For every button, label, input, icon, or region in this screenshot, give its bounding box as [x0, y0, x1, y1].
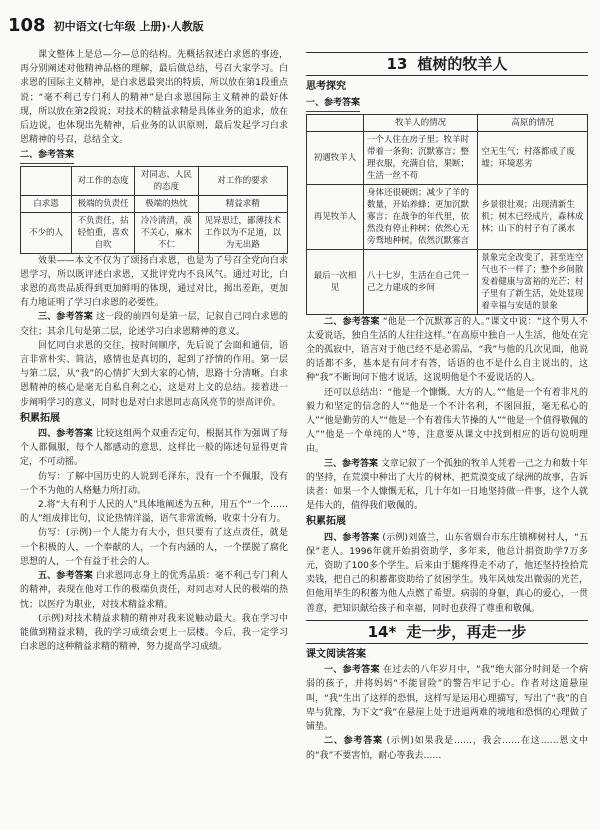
k2-text: (示例)如果我是……，我会……在这……恩文中的“我”不要害怕，耐心等我去…… — [306, 736, 588, 761]
right-section-4-text: (示例)刘盛兰，山东省烟台市东庄镇柳树村人，“五保”老人。1996年就开始捐资助学，多年来，他总计捐资助学7万多元，资助了100多个学生。后来由于腿疼得走不动了，他还坚持捡拾荒卖钱，把自己的积蓄都资助给了贫困学生。残年风烛发出微弱的光芒，但他用毕生的积蓄为他人点燃了希望。病弱的身躯，真心的爱心，一贯善意，把知识献给孩子和幸福，同时也获得了尊重和敬佩。 — [306, 532, 588, 614]
table-row — [21, 212, 288, 253]
table-cell: 再见牧羊人 — [307, 184, 364, 249]
intro-paragraph: 课文整体上是总—分—总的结构。先概括叙述白求恩的事迹，再分别阐述对他精神品格的理解，最后做总结，号召大家学习。白求恩的国际主义精神，是白求恩最突出的特质，所以放在第1段重点说；“毫不利己专门利人的精神”是白求恩国际主义精神的最好体现，所以放在第2段说；对技术的精益求精是具体业务的追求，放在后边说，也体现出先精神，后业务的认识原则，最后发起学习白求恩精神的号召，总结全文。 — [20, 50, 288, 146]
k2-paragraph — [306, 734, 588, 762]
page-number: 108 — [8, 15, 46, 36]
table-cell: 不少的人 — [21, 212, 72, 253]
table-header-cell — [21, 166, 72, 195]
table-cell: 初遇牧羊人 — [307, 131, 364, 184]
section-3-text: 这一段的前四句是第一层，记叙自己同白求恩的交往；其余几句是第二层，论述学习白求恩精神的意义。 — [20, 312, 288, 337]
table-row — [21, 195, 288, 212]
section-5-paragraph — [20, 569, 288, 612]
page-header — [8, 10, 204, 36]
jilei-heading: 积累拓展 — [20, 412, 60, 424]
table-header-cell: 对工作的态度 — [72, 166, 135, 195]
right-jilei-heading: 积累拓展 — [306, 516, 346, 528]
table-header-cell: 高原的情况 — [478, 114, 588, 131]
table-header-cell: 对同志、人民的态度 — [135, 166, 198, 195]
table-cell: 见异思迁，鄙薄技术工作以为不足道，以为无出路 — [198, 212, 287, 253]
section-3-head: 三、参考答案 — [38, 312, 93, 323]
section-5-text: 白求恩同志身上的优秀品质：毫不利己专门利人的精神，表现在他对工作的极端负责任，对同志对人民的极端的热忱；以医疗为职业，对技术精益求精。 — [20, 571, 288, 610]
example-paragraph: (示例)对技术精益求精的精神对我来说触动最大。我在学习中能做到精益求精，我的学习成绩会更上一层楼。今后，我一定学习白求恩的这种精益求精的精神，努力提高学习成绩。 — [20, 613, 288, 653]
chapter-13-name: 植树的牧羊人 — [417, 55, 508, 73]
k1-paragraph — [306, 663, 588, 734]
table-cell: 最后一次相见 — [307, 249, 364, 314]
right-section-3-text: 文章记叙了一个孤独的牧羊人凭着一己之力和数十年的坚持，在荒漠中种出了大片的树林，把荒漠变成了绿洲的故事，告诉读者：如果一个人慷慨无私，几十年如一日地坚持做一件事，这个人就是伟大的，值得我们敬佩的。 — [306, 458, 588, 512]
right-section-2-more: 还可以总结出：“他是一个慷慨、大方的人。”“他是一个有着非凡的毅力和坚定的信念的人”“他是一个不计名利，不图回报，毫无私心的人”“他是勤劳的人”“他是一个有着伟大节操的人”“他是一个值得敬佩的人”“他是一个单纯的人”等，注意要从课文中找到相应的语句说明理由。 — [306, 387, 588, 455]
book-title: 初中语文(七年级 上册)·人教版 — [53, 20, 204, 33]
section-2-title: 二、参考答案 — [20, 148, 74, 163]
right-section-2-paragraph — [306, 315, 588, 386]
table-row — [307, 184, 588, 249]
table-cell: 极端的负责任 — [72, 195, 135, 212]
chapter-14-name: 走一步，再走一步 — [406, 622, 527, 641]
fang2-paragraph: 仿写：(示例)一个人能力有大小，但只要有了这点责任，就是一个积极的人，一个奉献的人，一个有内涵的人，一个摆脱了腐化思想的人，一个有益于社会的人。 — [20, 528, 288, 567]
table-header-cell: 对工作的要求 — [198, 166, 287, 195]
recall-paragraph: 回忆同白求恩的交往，按时间顺序，先后说了会面和通信，语言非常朴实、简洁，感情也是真切的，起到了抒情的作用。第一层与第二层，从“我”的心情扩大到大家的心情，思路十分清晰。白求恩精神的核心是毫无自私自利之心，这是对上文的总结。接着进一步阐明学习的意义，同时也是对白求恩同志高风亮节的崇高评价。 — [20, 340, 288, 408]
section-4-head: 四、参考答案 — [38, 429, 93, 440]
right-section-2-text: “他是一个沉默寡言的人。”课文中说：“这个男人不太爱说话，独自生活的人往往这样。”在高原中独自一人生活，他处在完全的孤寂中，语言对于他已经不是必需品，“我”与他的几次见面，他说的话都不多，基本是有问才有答，话语的也不是什么自主说出的，这种“我”不断询问下他才说话，这说明他是个不爱说话的人。 — [306, 316, 588, 384]
ktce-heading: 课文阅读答案 — [306, 649, 366, 661]
point2-paragraph: 2.将“大有利于人民的人”具体地阐述为五种，用五个“一个……的人”组成排比句，议论热情洋溢，语气非常流畅，收束十分有力。 — [20, 500, 288, 525]
table-cell: 空无生气；村落都成了废墟；环境恶劣 — [478, 131, 588, 184]
right-column — [306, 48, 588, 763]
table-header-cell: 牧羊人的情况 — [364, 114, 478, 131]
table-row — [307, 131, 588, 184]
table-cell: 身体还很硬朗；减少了羊的数量，开始养蜂；更加沉默寡言；在战争的年代里，依然没有停止种树；依然心无旁骛地种树，依然沉默寡言 — [364, 184, 478, 249]
table-header-row — [307, 114, 588, 131]
section-4-text: 比较这组两个双重否定句，根据其作为强调了每个人都佩服，每个人都感动的意思，这样比一般的陈述句显得更肯定，不可动摇。 — [20, 429, 288, 468]
right-section-4-paragraph — [306, 531, 588, 616]
chapter-14-title — [306, 620, 588, 644]
table-header-row — [21, 166, 288, 195]
table-cell: 景象完全改变了，甚至连空气也不一样了；整个乡间散发着健康与富裕的光芒；村子里有了新生活，处处显现着幸福与安适的景象 — [478, 249, 588, 314]
section-3-paragraph — [20, 310, 288, 338]
right-section-1-title: 一、参考答案 — [306, 96, 360, 111]
chapter-13-title — [306, 52, 588, 76]
section-4-paragraph — [20, 427, 288, 470]
effect-paragraph: 效果——本文不仅为了颂扬白求恩，也是为了号召全党向白求恩学习，所以既评述白求恩，又批评党内不良风气。通过对比，白求恩的高贵品质得到更加鲜明的体现，通过对比，揭出差距，更加有力地证明了学习白求恩的必要性。 — [20, 255, 288, 309]
table-cell: 八十七岁，生活在自己凭一己之力建成的乡间 — [364, 249, 478, 314]
table-cell: 不负责任，拈轻怕重，喜欢自吹 — [72, 212, 135, 253]
table-row — [307, 249, 588, 314]
table-header-cell — [307, 114, 364, 131]
section-5-head: 五、参考答案 — [38, 571, 93, 582]
shepherd-table — [306, 114, 588, 315]
right-section-2-head: 二、参考答案 — [324, 316, 380, 327]
table-cell: 精益求精 — [198, 195, 287, 212]
table-cell: 一个人住在房子里；牧羊时带着一条狗；沉默寡言；整理衣服，充满自信，果断；生活一丝不苟 — [364, 131, 478, 184]
sikao-heading: 思考探究 — [306, 81, 346, 93]
fang1-paragraph: 仿写：了解中国历史的人说到毛泽东，没有一个不佩服，没有一个不为他的人格魅力所打动。 — [20, 471, 288, 496]
right-section-4-head: 四、参考答案 — [324, 532, 380, 543]
right-section-3-paragraph — [306, 457, 588, 514]
right-section-3-head: 三、参考答案 — [324, 458, 379, 469]
table-cell: 极端的热忱 — [135, 195, 198, 212]
k2-head: 二、参考答案 — [324, 736, 383, 747]
k1-text: 在过去的八年岁月中，“我”绝大部分时间是一个病弱的孩子，并将妈妈“不能冒险”的警告牢记于心。作者对这道悬崖叫，“我”生出了这样的恐惧，这样写是运用心理描写，写出了“我”的自卑与犹豫，为下文“我”在悬崖上处于进退两难的境地和恐惧的心理做了铺垫。 — [306, 665, 588, 733]
table-cell: 冷冷清清，漠不关心，麻木不仁 — [135, 212, 198, 253]
table-cell: 白求恩 — [21, 195, 72, 212]
k1-head: 一、参考答案 — [324, 665, 380, 676]
chapter-13-number: 13 — [386, 55, 408, 73]
left-column — [20, 48, 288, 654]
table-cell: 乡景很壮观；出现清新生机；树木已经成片，森林成林；山下的村子有了溪水 — [478, 184, 588, 249]
chapter-14-number: 14* — [367, 622, 397, 641]
comparison-table — [20, 166, 288, 254]
